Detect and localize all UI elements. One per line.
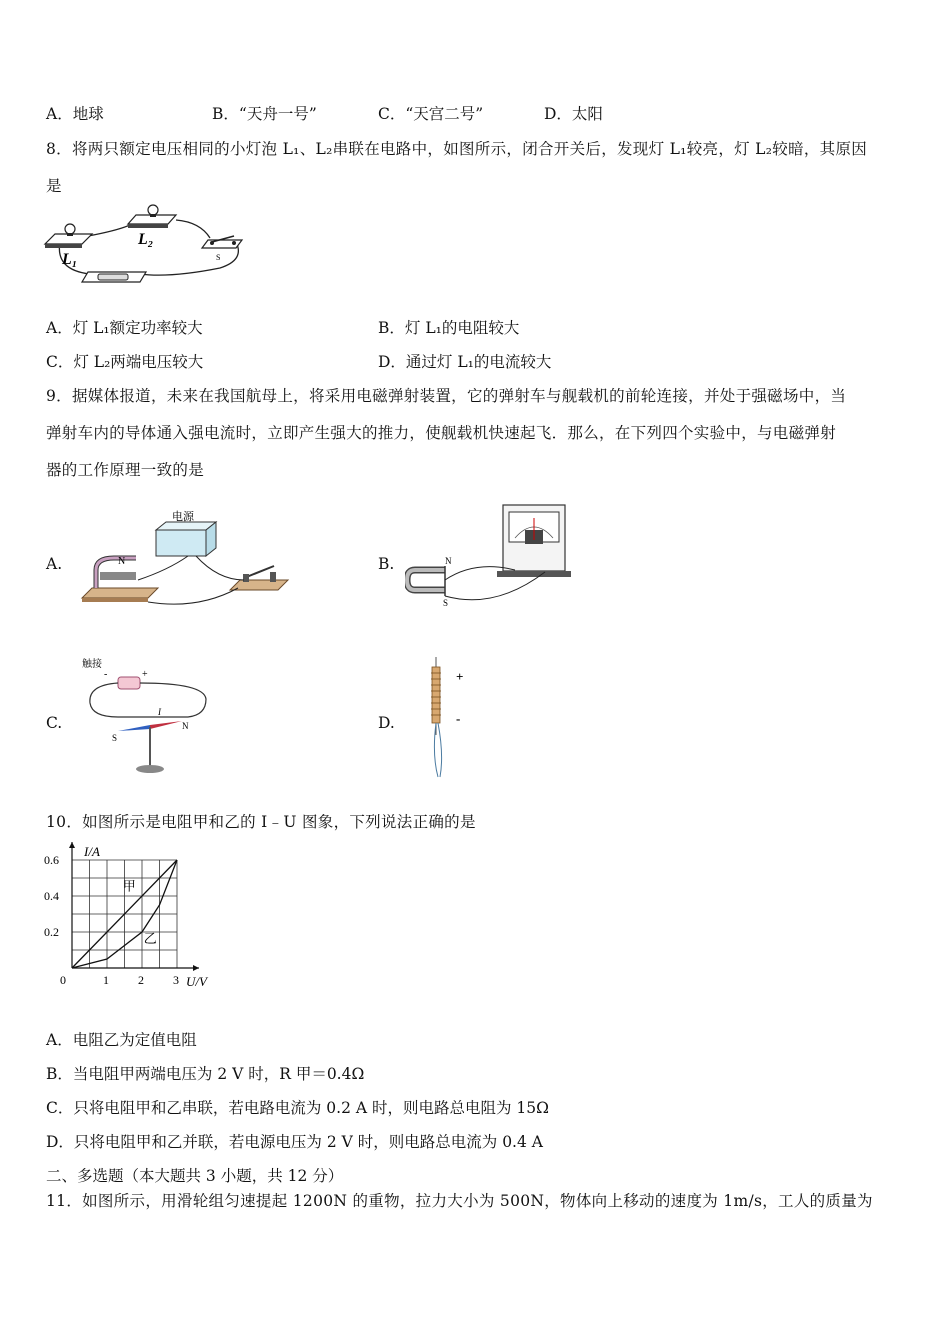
- chart-y-tick-label: 0.2: [44, 925, 59, 939]
- chart-x-tick-label: 3: [173, 973, 179, 987]
- q9-option-c-letter: C.: [46, 714, 63, 732]
- q10-iu-chart: [40, 838, 225, 998]
- q10-option-c: C．只将电阻甲和乙串联，若电路电流为 0.2 A 时，则电路总电阻为 15Ω: [46, 1099, 549, 1117]
- q9d-plus-label: +: [456, 669, 464, 684]
- q9-option-a-letter: A.: [46, 555, 63, 573]
- q8-label-l1: L₁: [62, 251, 78, 268]
- q9c-touch-label: 触接: [82, 659, 102, 670]
- q9a-n-label: N: [118, 556, 126, 567]
- q10-option-a: A．电阻乙为定值电阻: [46, 1031, 197, 1049]
- q10-stem: 10．如图所示是电阻甲和乙的 I﹣U 图象，下列说法正确的是: [46, 813, 476, 831]
- q9c-minus-label: -: [104, 669, 108, 680]
- chart-x-axis-label: U/V: [186, 974, 207, 989]
- q9b-s-label: S: [443, 598, 449, 608]
- chart-x-tick-label: 1: [103, 973, 109, 987]
- q7-option-c: C．“天宫二号”: [378, 105, 484, 123]
- q8-option-b: B．灯 L₁的电阻较大: [378, 319, 520, 337]
- q9-figure-a: [78, 510, 293, 620]
- q8-label-l2: L₂: [138, 231, 154, 248]
- q9-figure-b: [405, 500, 575, 615]
- chart-x-tick-label: 2: [138, 973, 144, 987]
- q9a-power-label: 电源: [172, 511, 194, 523]
- q7-option-d: D．太阳: [544, 105, 603, 123]
- q9c-s-label: S: [112, 733, 118, 743]
- q9-stem-line3: 器的工作原理一致的是: [46, 461, 205, 479]
- q9b-n-label: N: [445, 556, 452, 566]
- chart-y-tick-label: 0.6: [44, 853, 59, 867]
- q9c-current-label: I: [158, 707, 161, 717]
- q9d-minus-label: -: [456, 711, 461, 726]
- q7-option-b: B．“天舟一号”: [212, 105, 317, 123]
- q8-circuit-figure: [40, 200, 250, 290]
- chart-x-axis-arrow: [193, 965, 199, 971]
- q8-option-d: D．通过灯 L₁的电流较大: [378, 353, 552, 371]
- chart-y-tick-label: 0.4: [44, 889, 59, 903]
- q9-figure-d: [418, 655, 478, 783]
- q9c-plus-label: +: [142, 669, 148, 680]
- q9-option-d-letter: D.: [378, 714, 395, 732]
- q8-option-c: C．灯 L₂两端电压较大: [46, 353, 204, 371]
- chart-y-axis-label: I/A: [84, 844, 100, 859]
- q8-stem-line1: 8．将两只额定电压相同的小灯泡 L₁、L₂串联在电路中，如图所示，闭合开关后，发现灯 L₁较亮，灯 L₂较暗，其原因: [46, 140, 868, 158]
- chart-y-axis-arrow: [69, 842, 75, 848]
- q8-option-a: A．灯 L₁额定功率较大: [46, 319, 203, 337]
- section2-heading: 二、多选题（本大题共 3 小题，共 12 分）: [46, 1167, 344, 1185]
- chart-series-label-jia: 甲: [122, 878, 136, 894]
- q9-stem-line1: 9．据媒体报道，未来在我国航母上，将采用电磁弹射装置，它的弹射车与舰载机的前轮连接，并处于强磁场中，当: [46, 387, 847, 405]
- q10-option-d: D．只将电阻甲和乙并联，若电源电压为 2 V 时，则电路总电流为 0.4 A: [46, 1133, 543, 1151]
- q9-figure-c: [78, 655, 218, 780]
- chart-x-tick-label: 0: [60, 973, 66, 987]
- q9-option-b-letter: B.: [378, 555, 395, 573]
- q10-option-b: B．当电阻甲两端电压为 2 V 时，R 甲＝0.4Ω: [46, 1065, 365, 1083]
- q8-stem-line2: 是: [46, 177, 62, 195]
- chart-series-label-yi: 乙: [143, 930, 157, 946]
- q9-stem-line2: 弹射车内的导体通入强电流时，立即产生强大的推力，使舰载机快速起飞．那么，在下列四个实验中，与电磁弹射: [46, 424, 837, 442]
- q8-label-switch: S: [216, 253, 221, 262]
- q9c-n-label: N: [182, 721, 189, 731]
- q7-option-a: A．地球: [46, 105, 104, 123]
- q11-stem-line1: 11．如图所示，用滑轮组匀速提起 1200N 的重物，拉力大小为 500N，物体向上移动的速度为 1m/s，工人的质量为: [46, 1192, 873, 1210]
